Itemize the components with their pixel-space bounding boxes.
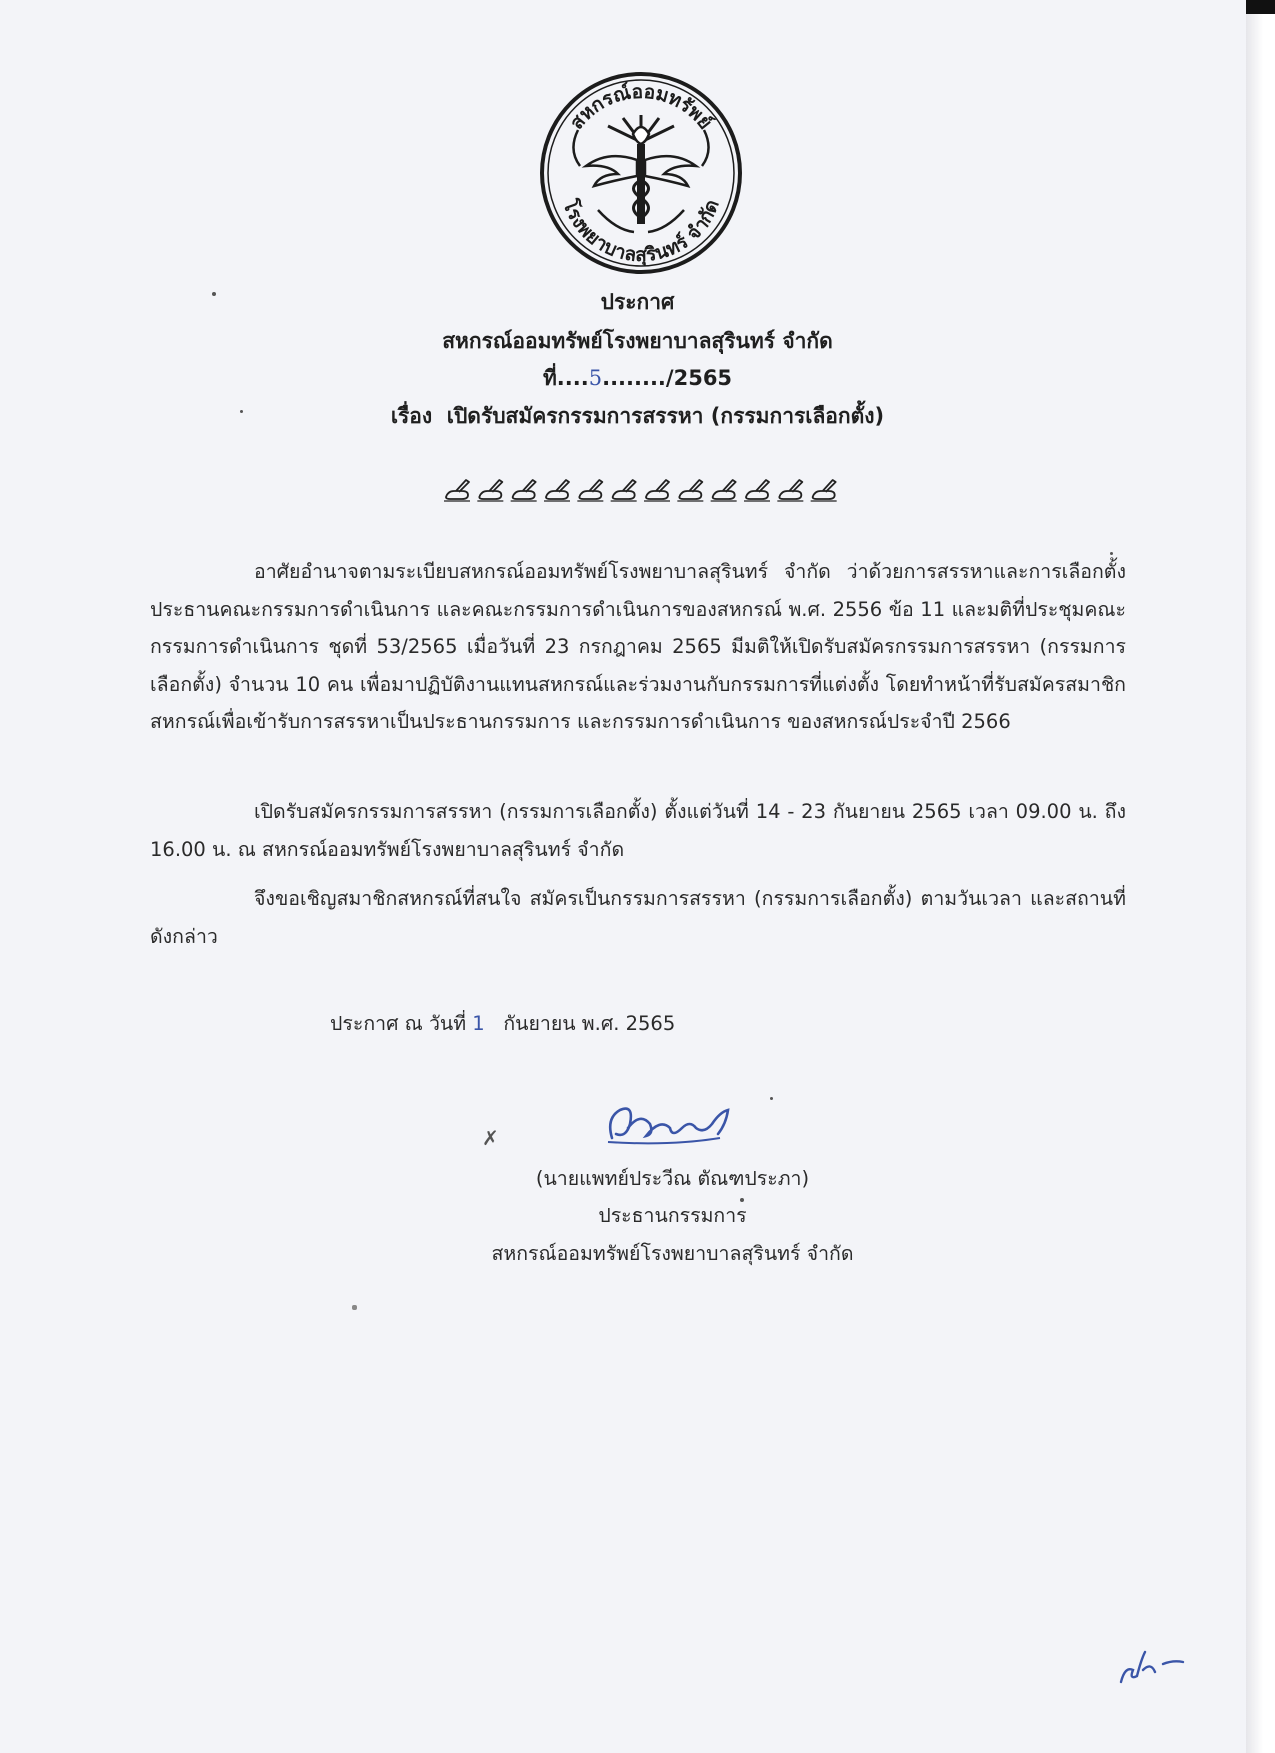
scan-speck — [740, 1198, 744, 1202]
announcement-number — [0, 362, 1275, 395]
subject-text: เปิดรับสมัครกรรมการสรรหา (กรรมการเลือกตั้ง) — [446, 404, 885, 428]
body-paragraph-1: อาศัยอำนาจตามระเบียบสหกรณ์ออมทรัพย์โรงพยาบาลสุรินทร์ จำกัด ว่าด้วยการสรรหาและการเลือกตั้งประธานคณะกรรมการดำเนินการ และคณะกรรมการดำเนินการของสหกรณ์ พ.ศ. 2556 ข้อ 11 และมติที่ประชุมคณะกรรมการดำเนินการ ชุดที่ 53/2565 เมื่อวันที่ 23 กรกฎาคม 2565 มีมติให้เปิดรับสมัครกรรมการสรรหา (กรรมการเลือกตั้ง) จำนวน 10 คน เพื่อมาปฏิบัติงานแทนสหกรณ์และร่วมงานกับกรรมการที่แต่งตั้ง โดยทำหน้าที่รับสมัครสมาชิกสหกรณ์เพื่อเข้ารับการสรรหาเป็นประธานกรรมการ และกรรมการดำเนินการ ของสหกรณ์ประจำปี 2566 — [150, 560, 1126, 733]
signer-organization: สหกรณ์ออมทรัพย์โรงพยาบาลสุรินทร์ จำกัด — [491, 1242, 854, 1265]
decorative-divider — [440, 476, 840, 502]
body-paragraph-2: เปิดรับสมัครกรรมการสรรหา (กรรมการเลือกตั้ง) ตั้งแต่วันที่ 14 - 23 กันยายน 2565 เวลา 09.00 น. ถึง 16.00 น. ณ สหกรณ์ออมทรัพย์โรงพยาบาลสุรินทร์ จำกัด — [150, 800, 1126, 861]
scan-speck — [212, 292, 216, 296]
initials-mark — [1115, 1640, 1195, 1690]
handwritten-number: 5 — [588, 366, 603, 390]
announcement-heading: ประกาศ — [600, 290, 675, 314]
page-edge — [1246, 0, 1275, 1753]
writing-hand-icon — [577, 480, 603, 501]
writing-hand-icon — [477, 480, 503, 501]
writing-hand-icon — [544, 480, 570, 501]
writing-hand-icon — [644, 480, 670, 501]
writing-hand-icon — [711, 480, 737, 501]
writing-hand-icon — [611, 480, 637, 501]
writing-hand-icon — [444, 480, 470, 501]
number-prefix: ที่ — [542, 366, 557, 390]
number-dots-left: .... — [556, 366, 589, 390]
number-dots-right: ........ — [602, 366, 666, 390]
writing-hand-icon — [677, 480, 703, 501]
signer-name: (นายแพทย์ประวีณ ตัณฑประภา) — [535, 1167, 810, 1190]
announcement-date — [330, 1008, 675, 1039]
scan-speck — [1110, 552, 1113, 555]
scan-speck — [770, 1097, 773, 1100]
seal-top-text: สหกรณ์ออมทรัพย์ — [565, 80, 717, 134]
scan-speck — [352, 1305, 357, 1310]
cooperative-seal-logo — [538, 70, 744, 276]
writing-hand-icon — [511, 480, 537, 501]
handwritten-day: 1 — [472, 1012, 485, 1035]
date-rest: กันยายน พ.ศ. 2565 — [503, 1012, 676, 1035]
date-prefix: ประกาศ ณ วันที่ — [330, 1012, 467, 1035]
subject-label: เรื่อง — [390, 404, 433, 428]
subject-line — [0, 400, 1275, 433]
cross-mark-icon: ✗ — [482, 1126, 499, 1150]
signer-position: ประธานกรรมการ — [598, 1204, 747, 1227]
writing-hand-icon — [777, 480, 803, 501]
scan-border — [1246, 0, 1275, 14]
writing-hand-icon — [811, 480, 837, 501]
organization-heading: สหกรณ์ออมทรัพย์โรงพยาบาลสุรินทร์ จำกัด — [442, 329, 833, 353]
signature-mark — [600, 1098, 750, 1158]
number-suffix: /2565 — [665, 366, 733, 390]
scan-speck — [240, 410, 243, 413]
seal-bottom-text: โรงพยาบาลสุรินทร์ จำกัด — [558, 196, 724, 267]
body-paragraph-3: จึงขอเชิญสมาชิกสหกรณ์ที่สนใจ สมัครเป็นกรรมการสรรหา (กรรมการเลือกตั้ง) ตามวันเวลา และสถานที่ดังกล่าว — [150, 887, 1126, 948]
writing-hand-icon — [744, 480, 770, 501]
